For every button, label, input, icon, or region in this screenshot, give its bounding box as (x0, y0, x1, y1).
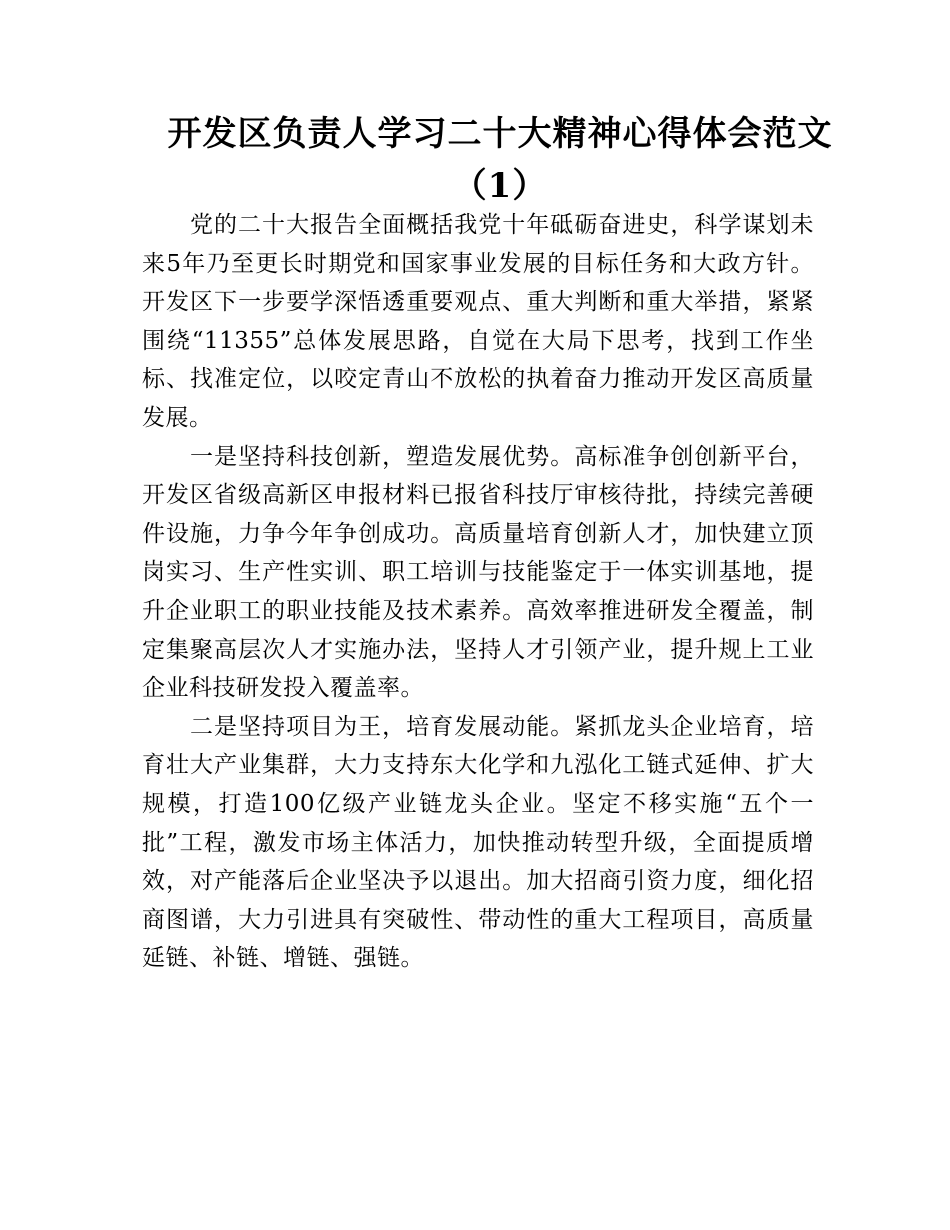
paragraph-tech-innovation: 一是坚持科技创新，塑造发展优势。高标准争创创新平台，开发区省级高新区申报材料已报省科技厅审核待批，持续完善硬件设施，力争今年争创成功。高质量培育创新人才，加快建立顶岗实习、生产性实训、职工培训与技能鉴定于一体实训基地，提升企业职工的职业技能及技术素养。高效率推进研发全覆盖，制定集聚高层次人才实施办法，坚持人才引领产业，提升规上工业企业科技研发投入覆盖率。 (142, 443, 814, 702)
paragraph-projects: 二是坚持项目为王，培育发展动能。紧抓龙头企业培育，培育壮大产业集群，大力支持东大化学和九泓化工链式延伸、扩大规模，打造100亿级产业链龙头企业。坚定不移实施“五个一批”工程，激发市场主体活力，加快推动转型升级，全面提质增效，对产能落后企业坚决予以退出。加大招商引资力度，细化招商图谱，大力引进具有突破性、带动性的重大工程项目，高质量延链、补链、增链、强链。 (142, 713, 814, 972)
document-title: 开发区负责人学习二十大精神心得体会范文（1） (167, 114, 833, 206)
paragraph-intro: 党的二十大报告全面概括我党十年砥砺奋进史，科学谋划未来5年乃至更长时期党和国家事业发展的目标任务和大政方针。开发区下一步要学深悟透重要观点、重大判断和重大举措，紧紧围绕“11355”总体发展思路，自觉在大局下思考，找到工作坐标、找准定位，以咬定青山不放松的执着奋力推动开发区高质量发展。 (142, 212, 814, 431)
document-body (142, 206, 814, 978)
